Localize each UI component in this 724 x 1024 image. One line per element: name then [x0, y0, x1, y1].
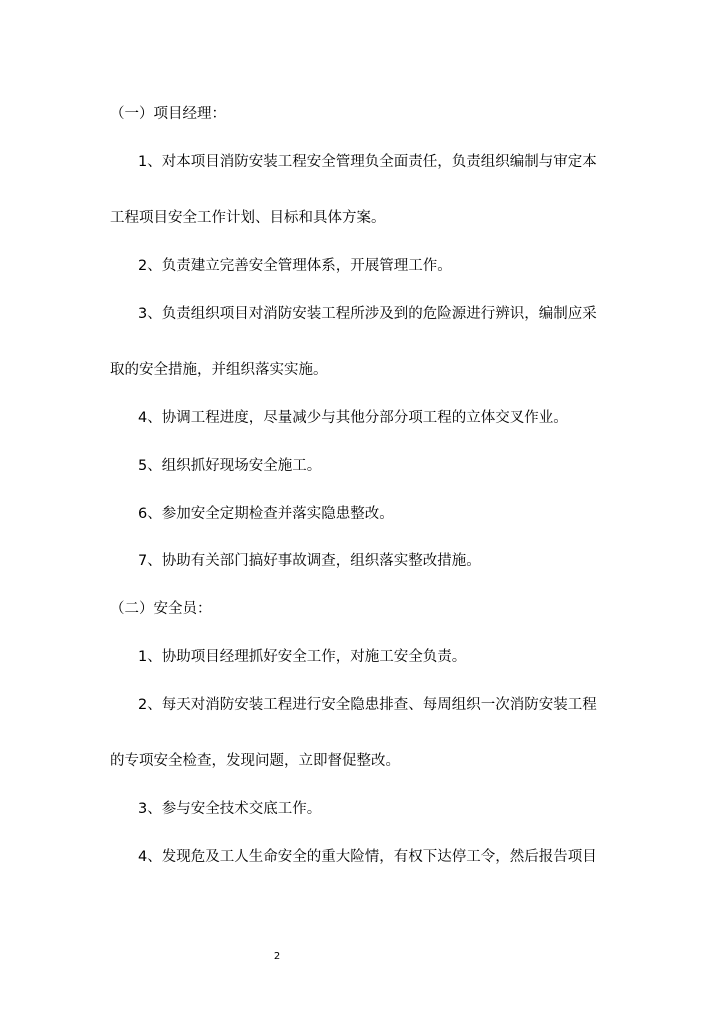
paragraph-line: 6、参加安全定期检查并落实隐患整改。: [138, 506, 394, 522]
paragraph-line: 取的安全措施，并组织落实实施。: [110, 362, 328, 378]
paragraph-line: 2、每天对消防安装工程进行安全隐患排查、每周组织一次消防安装工程: [138, 697, 597, 713]
paragraph-line: 2、负责建立完善安全管理体系，开展管理工作。: [138, 258, 452, 274]
paragraph-line: 4、发现危及工人生命安全的重大险情，有权下达停工令，然后报告项目: [138, 849, 597, 865]
paragraph-line: 工程项目安全工作计划、目标和具体方案。: [110, 210, 386, 226]
section-heading-safety-officer: （二）安全员：: [110, 601, 212, 617]
paragraph-line: 5、组织抓好现场安全施工。: [138, 458, 322, 474]
paragraph-line: 3、参与安全技术交底工作。: [138, 801, 322, 817]
paragraph-line: 7、协助有关部门搞好事故调查，组织落实整改措施。: [138, 553, 481, 569]
section-heading-project-manager: （一）项目经理：: [110, 106, 226, 122]
paragraph-line: 1、协助项目经理抓好安全工作，对施工安全负责。: [138, 649, 467, 665]
paragraph-line: 的专项安全检查，发现问题，立即督促整改。: [110, 753, 400, 769]
paragraph-line: 1、对本项目消防安装工程安全管理负全面责任，负责组织编制与审定本: [138, 154, 597, 170]
paragraph-line: 3、负责组织项目对消防安装工程所涉及到的危险源进行辨识，编制应采: [138, 306, 597, 322]
paragraph-line: 4、协调工程进度，尽量减少与其他分部分项工程的立体交叉作业。: [138, 410, 568, 426]
page-number: 2: [273, 951, 281, 962]
